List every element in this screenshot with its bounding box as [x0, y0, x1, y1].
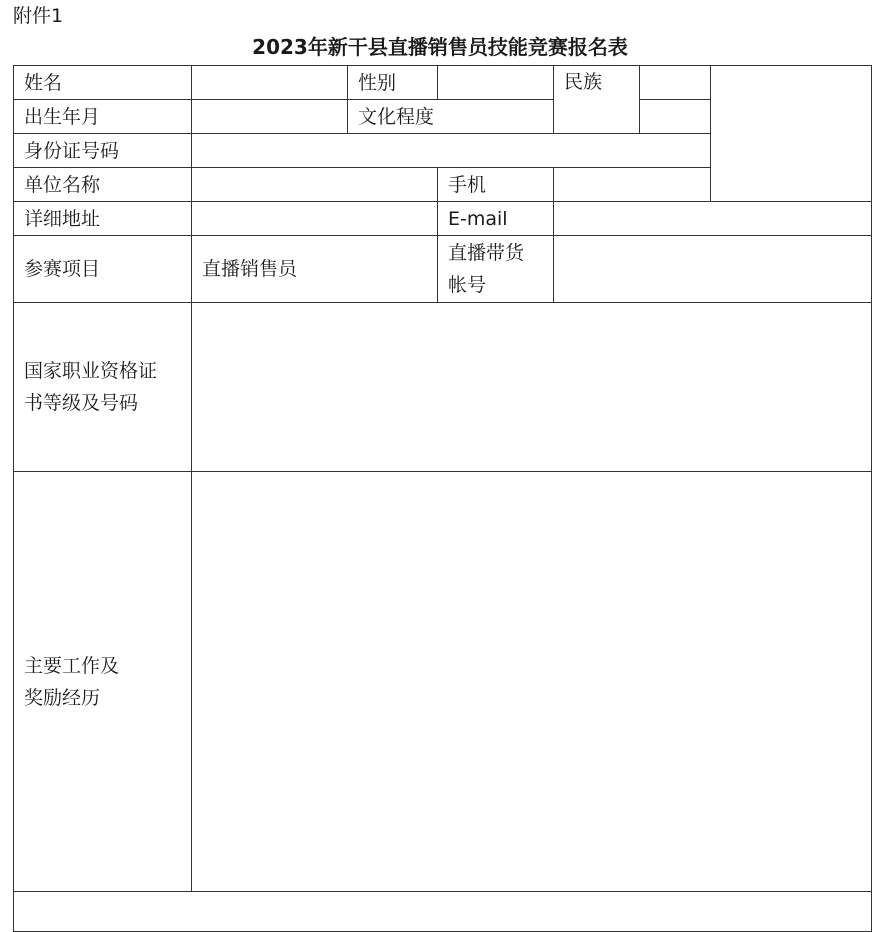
phone-field[interactable] [554, 168, 711, 202]
employer-label: 单位名称 [14, 168, 192, 202]
ethnicity-field[interactable] [640, 66, 711, 100]
ethnicity-label: 民族 [554, 66, 640, 134]
attachment-label: 附件1 [13, 5, 64, 27]
address-label: 详细地址 [14, 202, 192, 236]
bottom-row[interactable] [14, 892, 872, 932]
gender-field[interactable] [438, 66, 554, 100]
work-history-label-line1: 主要工作及 [24, 654, 120, 677]
certificate-field[interactable] [192, 303, 872, 472]
live-account-label [438, 236, 554, 303]
phone-label: 手机 [438, 168, 554, 202]
employer-field[interactable] [192, 168, 438, 202]
certificate-label-line1: 国家职业资格证 [24, 360, 158, 382]
certificate-label [14, 303, 192, 472]
gender-label: 性别 [348, 66, 438, 100]
birth-field[interactable] [192, 100, 348, 134]
work-history-label [14, 472, 192, 892]
certificate-label-line2: 书等级及号码 [24, 392, 139, 414]
address-field[interactable] [192, 202, 438, 236]
live-account-label-line2: 帐号 [448, 274, 487, 296]
id-number-field[interactable] [192, 134, 711, 168]
name-label: 姓名 [14, 66, 192, 100]
live-account-label-line1: 直播带货 [448, 242, 525, 264]
email-field[interactable] [554, 202, 872, 236]
education-label: 文化程度 [348, 100, 554, 134]
work-history-field[interactable] [192, 472, 872, 892]
email-label: E-mail [438, 202, 554, 236]
event-value: 直播销售员 [192, 236, 438, 303]
registration-form [13, 65, 872, 932]
event-label: 参赛项目 [14, 236, 192, 303]
work-history-label-line2: 奖励经历 [24, 686, 101, 709]
live-account-field[interactable] [554, 236, 872, 303]
name-field[interactable] [192, 66, 348, 100]
form-title: 2023年新干县直播销售员技能竞赛报名表 [252, 35, 628, 59]
birth-label: 出生年月 [14, 100, 192, 134]
education-field[interactable] [640, 100, 711, 134]
id-number-label: 身份证号码 [14, 134, 192, 168]
photo-cell[interactable] [711, 66, 872, 202]
